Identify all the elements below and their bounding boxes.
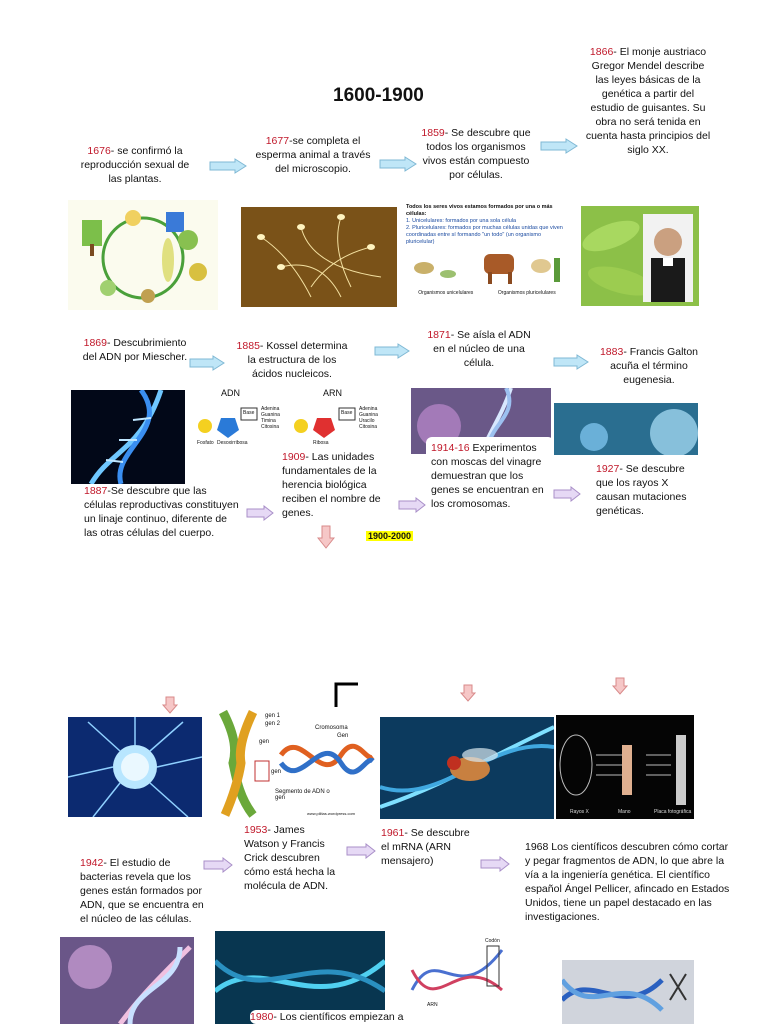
event-text: 1968 Los científicos descubren cómo cortar y pegar fragmentos de ADN, lo que abre la vía a la ingeniería genética. El científico español Ángel Pellicer, afincado en Estados Unidos, tiene un papel destacado en las investigaciones.: [525, 841, 730, 923]
label-codon: Codón: [485, 938, 500, 944]
cells-caption-pluricellular: Organismos pluricelulares: [497, 290, 556, 296]
event-year: 1871: [427, 329, 451, 341]
label-gen1: gen 1: [265, 713, 281, 719]
arrow-right-icon: [203, 857, 233, 873]
event-1927: [596, 462, 700, 518]
event-year: 1961: [381, 827, 405, 839]
arrow-down-icon: [317, 525, 335, 549]
label-adn: ADN: [221, 388, 241, 398]
arrow-down-icon: [612, 677, 628, 695]
xray-hand-icon: [556, 715, 694, 819]
event-year: 1866: [589, 46, 614, 58]
label-placa: Placa fotográfica: [654, 809, 692, 815]
nucleotide-diagram: [197, 390, 387, 450]
event-text: - Francis Galton acuña el término eugenesia.: [610, 346, 699, 386]
label-gen2: gen 2: [265, 721, 281, 727]
arrow-right-icon: [553, 486, 581, 502]
mendel-peas-image: [581, 206, 699, 306]
base-name: Adenina: [359, 406, 378, 412]
event-year: 1859: [421, 127, 445, 139]
peas-portrait-icon: [581, 206, 699, 306]
event-1961: [381, 826, 477, 868]
event-1914-16: [426, 437, 554, 515]
eugenics-image: [554, 403, 698, 455]
label-arn-bottom: ARN: [427, 1002, 438, 1008]
arrow-right-icon: [246, 505, 274, 521]
egg-cell-icon: [68, 717, 202, 817]
chromosome-gene-image: [211, 707, 377, 819]
cells-unicellular: 1. Unicelulares: formados por una sola célula: [406, 218, 517, 224]
label-base: Base: [341, 410, 353, 416]
dna-scissors-icon: [562, 960, 694, 1024]
label-arn: ARN: [323, 388, 343, 398]
arrow-right-icon: [540, 138, 578, 154]
event-1869: [80, 336, 190, 364]
plant-reproduction-image: [68, 200, 218, 310]
connector-bracket-icon: [334, 681, 360, 709]
event-1980: [250, 1010, 420, 1024]
event-text: - Descubrimiento del ADN por Miescher.: [82, 337, 188, 363]
event-1885: [233, 339, 351, 381]
cells-organisms-image: [406, 204, 568, 308]
event-year: 1953: [244, 824, 268, 836]
event-year: 1914-16: [431, 442, 470, 454]
event-1887: [84, 484, 239, 540]
label-rayos-x: Rayos X: [570, 809, 589, 815]
event-year: 1909: [282, 451, 306, 463]
fly-dna-icon: [380, 717, 554, 819]
event-text: - Los científicos empiezan a: [273, 1011, 404, 1023]
organisms-icon: [406, 246, 568, 290]
arrow-right-icon: [346, 843, 376, 859]
sperm-cells-icon: [241, 207, 397, 307]
cells-caption-unicellular: Organismos unicelulares: [418, 290, 474, 296]
event-1676: [74, 144, 196, 186]
event-year: 1942: [80, 857, 104, 869]
event-text: - El monje austriaco Gregor Mendel describe las leyes básicas de la genética a partir del estudio de guisantes. Su obra no será tenida en cuenta hasta principios del siglo XX.: [585, 46, 711, 156]
arrow-right-icon: [553, 354, 589, 370]
arrow-down-icon: [162, 696, 178, 714]
dna-helix-blue-image: [71, 390, 185, 484]
dna-purple-icon: [60, 937, 194, 1024]
base-name: Citosina: [261, 424, 280, 430]
event-text: - Se descubre el mRNA (ARN mensajero): [381, 827, 470, 867]
label-cromosoma: Cromosoma: [315, 725, 348, 731]
base-name: Guanina: [359, 412, 378, 418]
arrow-right-icon: [480, 856, 510, 872]
event-1953: [244, 823, 340, 893]
event-1968: [525, 840, 730, 924]
arrow-down-icon: [460, 684, 476, 702]
fruit-fly-dna-image: [380, 717, 554, 819]
sperm-egg-image: [68, 717, 202, 817]
label-gen-b: gen: [271, 769, 282, 775]
event-year: 1885: [236, 340, 260, 352]
label-website: www.pilitas.wordpress.com: [307, 811, 356, 816]
chromosome-icon: [211, 707, 377, 819]
cells-title: Todos los seres vivos estamos formados por una o más células:: [406, 204, 553, 217]
event-year: 1676: [87, 145, 111, 157]
sperm-microscope-image: [241, 207, 397, 307]
base-name: Citosina: [359, 424, 378, 430]
event-1866: [585, 45, 711, 157]
label-mano: Mano: [618, 809, 631, 815]
label-desoxirribosa: Desoxirribosa: [217, 440, 248, 446]
event-1883: [593, 345, 705, 387]
arrow-right-icon: [374, 343, 410, 359]
event-1909: [278, 448, 394, 522]
arrow-right-icon: [209, 158, 247, 174]
event-text: - se confirmó la reproducción sexual de las plantas.: [80, 145, 190, 185]
arrow-right-icon: [379, 156, 417, 172]
label-fosfato: Fosfato: [197, 440, 214, 446]
event-text: -Se descubre que las células reproductivas constituyen un linaje continuo, diferente de las otras células del cuerpo.: [84, 485, 239, 539]
event-year: 1927: [596, 463, 620, 475]
label-ribosa: Ribosa: [313, 440, 329, 446]
cell-glass-icon: [554, 403, 698, 455]
mrna-helix-icon: [407, 930, 507, 1024]
label-base: Base: [243, 410, 255, 416]
mrna-diagram-image: [407, 930, 507, 1024]
base-name: Uracilo: [359, 418, 375, 424]
dna-cut-image: [562, 960, 694, 1024]
event-1677: [250, 134, 376, 176]
base-name: Guanina: [261, 412, 280, 418]
section-title-1900-2000: 1900-2000: [368, 531, 412, 541]
base-name: Adenina: [261, 406, 280, 412]
arrow-right-icon: [189, 355, 225, 371]
cells-pluricellular: 2. Pluricelulares: formados por muchas células unidas que viven coordinadas entre sí formando "un todo" (un organismo pluricelular): [406, 225, 563, 245]
base-name: Timina: [261, 418, 276, 424]
event-text: - Se descubre que los rayos X causan mutaciones genéticas.: [596, 463, 687, 517]
event-text: - Kossel determina la estructura de los ácidos nucleicos.: [247, 340, 348, 380]
xray-image: [556, 715, 694, 819]
arrow-right-icon: [398, 497, 426, 513]
event-1942: [80, 856, 208, 926]
event-year: 1677: [265, 135, 290, 147]
event-1871: [425, 328, 533, 370]
event-year: 1869: [83, 337, 107, 349]
event-year: 1887: [84, 485, 108, 497]
page-title: 1600-1900: [333, 85, 424, 106]
event-text: - Se descubre que todos los organismos vivos están compuesto por células.: [422, 127, 531, 181]
label-gen-c: Gen: [337, 733, 349, 739]
event-year: 1980: [250, 1011, 274, 1023]
event-text: - Las unidades fundamentales de la herencia biológica reciben el nombre de genes.: [282, 451, 381, 519]
event-text: -se completa el esperma animal a través del microscopio.: [255, 135, 371, 175]
dna-helix-icon: [71, 390, 185, 484]
bases-arn-list: [359, 406, 378, 430]
event-year: 1883: [599, 346, 624, 358]
event-text: - Se aísla el ADN en el núcleo de una célula.: [433, 329, 531, 369]
dna-purple-image: [60, 937, 194, 1024]
label-gen: gen: [259, 739, 270, 745]
plant-cycle-icon: [68, 200, 218, 310]
event-text: - El estudio de bacterias revela que los genes están formados por ADN, que se encuentra en el núcleo de las células.: [80, 857, 204, 925]
event-text: - James Watson y Francis Crick descubren cómo está hecha la molécula de ADN.: [244, 824, 336, 892]
bases-adn-list: [261, 406, 280, 430]
event-1859: [420, 126, 532, 182]
event-text: Experimentos con moscas del vinagre demuestran que los genes se encuentran en los cromosomas.: [431, 442, 544, 510]
label-segmento: Segmento de ADN o gen: [275, 789, 330, 801]
